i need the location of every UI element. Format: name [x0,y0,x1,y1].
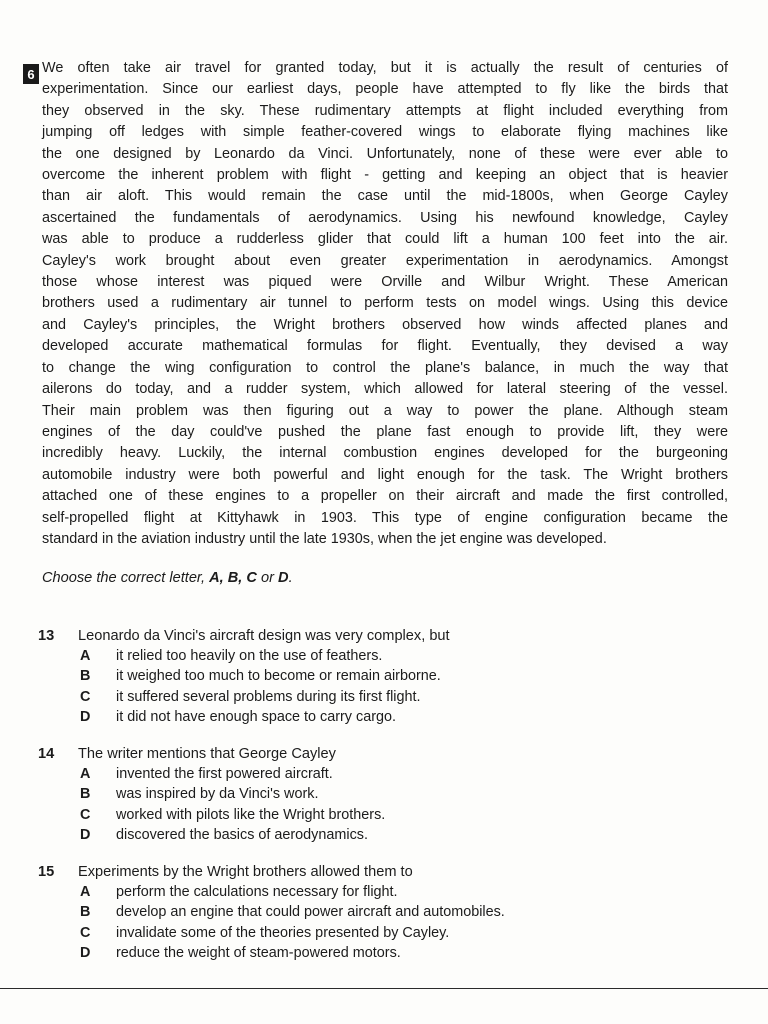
option-text: it relied too heavily on the use of feathers. [116,648,383,664]
passage-line: ascertained the fundamentals of aerodynamics. Using his newfound knowledge, Cayley [42,209,728,226]
answer-option [80,707,728,727]
option-letter: C [80,924,91,941]
option-text: was inspired by da Vinci's work. [116,786,319,803]
passage-line: automobile industry were both powerful and light enough for the task. The Wright brothers [42,466,728,483]
passage-line: developed accurate mathematical formulas for flight. Eventually, they devised a way [42,338,728,355]
option-letter: A [80,648,91,664]
answer-option [80,646,728,666]
option-text: it did not have enough space to carry cargo. [116,708,396,725]
reading-passage [42,58,728,550]
option-letter: C [80,806,91,823]
passage-line: incredibly heavy. Luckily, the internal combustion engines developed for the burgeoning [42,445,728,462]
option-text: invented the first powered aircraft. [116,766,333,782]
question-14 [38,744,728,845]
instruction-after: . [288,570,293,586]
passage-line: overcome the inherent problem with flight - getting and keeping an object that is heavier [42,167,728,184]
passage-line: the one designed by Leonardo da Vinci. Unfortunately, none of these were ever able to [42,145,728,162]
passage-line: Their main problem was then figuring out a way to power the plane. Although steam [42,402,728,419]
question-number: 13 [38,628,55,644]
option-letter: A [80,766,91,782]
paragraph-label-badge [23,64,39,84]
instruction-middle: or [256,570,279,586]
passage-line: jumping off ledges with simple feather-covered wings to elaborate flying machines like [42,124,728,141]
option-letter: D [80,944,91,961]
instruction-before: Choose the correct letter, [42,570,210,586]
answer-option [80,882,728,902]
answer-option [80,923,728,943]
answer-option [80,784,728,804]
option-text: it weighed too much to become or remain airborne. [116,668,441,685]
option-text: discovered the basics of aerodynamics. [116,826,368,843]
passage-line: self-propelled flight at Kittyhawk in 1903. This type of engine configuration became the [42,509,728,526]
answer-options [80,764,728,845]
option-text: it suffered several problems during its first flight. [116,688,421,705]
passage-line: was able to produce a rudderless glider that could lift a human 100 feet into the air. [42,231,728,248]
passage-line: engines of the day could've pushed the plane fast enough to provide lift, they were [42,423,728,440]
option-text: reduce the weight of steam-powered motors. [116,944,401,961]
passage-line: than air aloft. This would remain the case until the mid-1800s, when George Cayley [42,188,728,205]
question-number: 15 [38,864,55,880]
answer-options [80,882,728,963]
answer-option [80,687,728,707]
passage-line: attached one of these engines to a propeller on their aircraft and made the first controlled, [42,488,728,505]
option-text: invalidate some of the theories presented by Cayley. [116,924,450,941]
instruction-last-letter: D [278,570,289,586]
passage-line: brothers used a rudimentary air tunnel to perform tests on model wings. Using this device [42,295,728,312]
question-stem: The writer mentions that George Cayley [78,746,336,762]
answer-option [80,825,728,845]
option-letter: B [80,668,91,685]
passage-line: they observed in the sky. These rudimentary attempts at flight included everything from [42,102,728,119]
instruction-letters: A, B, C [209,570,257,586]
option-letter: D [80,708,91,725]
passage-line: those whose interest was piqued were Orville and Wilbur Wright. These American [42,274,728,291]
passage-line: to change the wing configuration to control the plane's balance, in much the way that [42,359,728,376]
option-letter: B [80,786,91,803]
answer-option [80,666,728,686]
question-stem: Leonardo da Vinci's aircraft design was very complex, but [78,628,450,644]
passage-line: We often take air travel for granted today, but it is actually the result of centuries of [42,60,728,76]
answer-options [80,646,728,727]
answer-option [80,943,728,963]
option-letter: B [80,904,91,921]
instruction-text [42,570,293,586]
question-13 [38,626,728,727]
option-letter: D [80,826,91,843]
passage-line: experimentation. Since our earliest days, people have attempted to fly like the birds that [42,81,728,98]
option-text: develop an engine that could power aircraft and automobiles. [116,904,505,921]
passage-line: and Cayley's principles, the Wright brothers observed how winds affected planes and [42,316,728,333]
answer-option [80,902,728,922]
answer-option [80,764,728,784]
option-letter: A [80,884,91,900]
paragraph-label: 6 [27,66,35,82]
option-letter: C [80,688,91,705]
option-text: perform the calculations necessary for flight. [116,884,398,900]
passage-line: ailerons do today, and a rudder system, which allowed for lateral steering of the vessel. [42,381,728,398]
question-15 [38,862,728,963]
page-bottom-rule [0,988,768,989]
passage-line: standard in the aviation industry until the late 1930s, when the jet engine was developed. [42,530,607,547]
option-text: worked with pilots like the Wright brothers. [116,806,386,823]
passage-line: Cayley's work brought about even greater experimentation in aerodynamics. Amongst [42,252,728,269]
question-stem: Experiments by the Wright brothers allowed them to [78,864,413,880]
answer-option [80,805,728,825]
question-number: 14 [38,746,55,762]
